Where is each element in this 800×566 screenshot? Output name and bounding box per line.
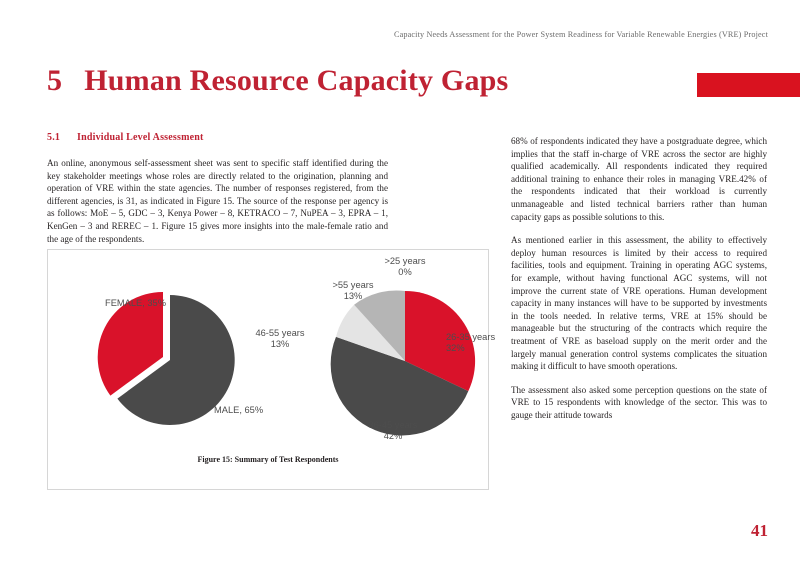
pie-label-over-55 — [298, 280, 408, 301]
pie-label-over-55-name: >55 years — [332, 280, 374, 290]
pie-label-46-55 — [230, 328, 330, 349]
pie-label-36-45-name: 36-45 years — [368, 420, 418, 430]
page-title — [47, 64, 508, 98]
pie-label-46-55-name: 46-55 years — [255, 328, 305, 338]
left-text-column — [47, 157, 388, 245]
running-header: Capacity Needs Assessment for the Power System Readiness for Variable Renewable Energies (VRE) Project — [393, 30, 768, 39]
pie-label-46-55-value: 13% — [270, 338, 290, 349]
paragraph: The assessment also asked some perception questions on the state of VRE to 15 respondents with knowledge of the sector. This was to gauge their attitude towards — [511, 384, 767, 420]
pie-label-26-35-value: 32% — [446, 342, 465, 353]
pie-label-26-35 — [446, 332, 536, 353]
page-number: 41 — [751, 521, 768, 540]
right-text-column — [511, 135, 767, 421]
pie-label-36-45-value: 42% — [383, 430, 403, 441]
section-number: 5.1 — [47, 132, 61, 143]
red-accent-block — [697, 73, 800, 97]
pie-label-female: FEMALE, 35% — [105, 298, 166, 308]
section-heading — [47, 132, 204, 143]
pie-label-over-25-value: 0% — [398, 266, 412, 277]
figure-15-container — [47, 249, 496, 490]
pie-label-male: MALE, 65% — [214, 405, 264, 415]
chapter-title-text: Human Resource Capacity Gaps — [84, 64, 509, 97]
pie-label-over-25 — [350, 256, 460, 277]
section-title-text: Individual Level Assessment — [77, 132, 204, 143]
paragraph: 68% of respondents indicated they have a postgraduate degree, which implies that the staff in-charge of VRE across the sector are highly qualified academically. All respondents indicated they required additional training to enhance their roles in managing VRE.42% of the respondents indicated that their workload is currently unmanageable and listed technical barriers rather than human capacity gaps as possible solutions to this. — [511, 136, 767, 222]
chapter-number: 5 — [47, 64, 63, 97]
pie-label-over-25-name: >25 years — [384, 256, 426, 266]
pie-label-over-55-value: 13% — [343, 290, 363, 301]
pie-label-26-35-name: 26-35 years — [446, 332, 496, 342]
chart-area — [48, 250, 496, 448]
figure-caption: Figure 15: Summary of Test Respondents — [197, 455, 339, 464]
paragraph: As mentioned earlier in this assessment, the ability to effectively deploy human resources is limited by their access to required facilities, tools and equipment. Training in operating AGC systems, for example, without having functional AGC systems, will not improve the current state of VRE operations. Human development capacity in many instances will have to be supported by investments in the tools needed. In relative terms, VRE at 15% should be manageable but the structuring of the contracts which require the treatment of VRE as baseload supply on the merit order and the largely manual generation control systems complicates the situation making it difficult to have smooth operations. — [511, 235, 767, 372]
paragraph: An online, anonymous self-assessment sheet was sent to specific staff identified during the key stakeholder meetings whose roles are directly related to the origination, planning and operation of VRE within the state agencies. The number of responses registered, from the different agencies, is 31, as indicated in Figure 15. The source of the response per agency is as follows: MoE – 5, GDC – 3, Kenya Power – 8, KETRACO – 7, NuPEA – 3, EPRA – 1, KenGen – 3 and REREC – 1. Figure 15 gives more insights into the male-female ratio and the age of the respondents. — [47, 158, 388, 244]
pie-label-36-45 — [338, 420, 448, 441]
gender-pie-chart — [62, 256, 262, 446]
